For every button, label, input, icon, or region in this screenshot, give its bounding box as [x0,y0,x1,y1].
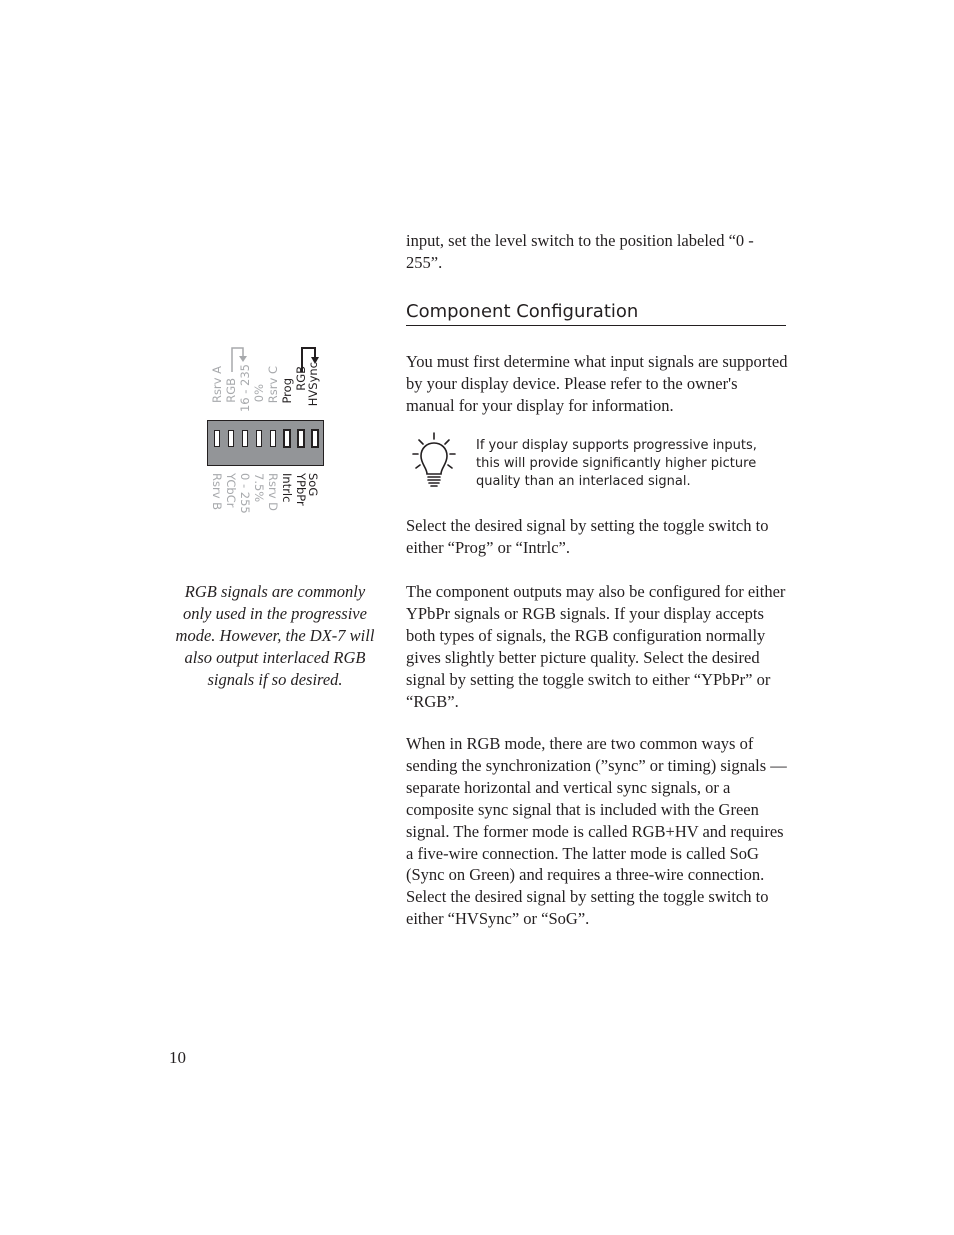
switch-label-rgb: RGB [294,366,308,391]
switch-label-hvsync: HVSync [306,362,320,407]
switch-label-prog: Prog [280,378,294,404]
page-number: 10 [169,1048,186,1067]
switch-label-0-255: 0 - 255 [238,473,252,514]
body-paragraph: You must first determine what input signals are supported by your display device. Please refer to the owner's manual for your display for information. [406,352,788,415]
switch-knob [256,430,262,447]
switch-knob-active [297,429,305,448]
switch-knob [228,430,234,447]
switch-label-rsrv-a: Rsrv A [210,366,224,404]
switch-label-rsrv-b: Rsrv B [210,473,224,511]
body-paragraph: The component outputs may also be configured for either YPbPr signals or RGB signals. If your display accepts both types of signals, the RGB configuration normally gives slightly better picture quality. Select the desired signal by setting the toggle switch to either “YPbPr” or “RGB”. [406,582,786,711]
switch-label-rsrv-d: Rsrv D [266,473,280,512]
tip-text: If your display supports progressive inputs, this will provide significantly higher picture quality than an interlaced signal. [476,438,757,489]
switch-label-7-5-percent: 7.5% [252,473,266,503]
section-title: Component Configuration [406,300,786,326]
switch-knob-active [311,429,319,448]
switch-knob [242,430,248,447]
switch-label-intrlc: Intrlc [280,473,294,503]
dip-switch-diagram [190,340,340,530]
switch-knob-active [283,429,291,448]
lightbulb-icon [409,432,457,488]
switch-label-rsrv-c: Rsrv C [266,366,280,404]
intro-paragraph: input, set the level switch to the position labeled “0 - 255”. [406,231,754,272]
switch-label-rgb-level: RGB [224,378,238,403]
side-note: RGB signals are commonly only used in the progressive mode. However, the DX-7 will also output interlaced RGB signals if so desired. [175,582,375,689]
switch-knob [214,430,220,447]
switch-label-sog: SoG [306,473,320,497]
switch-label-ypbpr: YPbPr [294,473,308,506]
switch-label-16-235: 16 - 235 [238,364,252,413]
switch-knob [270,430,276,447]
dip-switch-body [207,420,324,466]
switch-label-0-percent: 0% [252,384,266,403]
switch-label-ycbcr: YCbCr [224,473,238,508]
body-paragraph: Select the desired signal by setting the toggle switch to either “Prog” or “Intrlc”. [406,516,769,557]
body-paragraph: When in RGB mode, there are two common ways of sending the synchronization (”sync” or timing) signals — separate horizontal and vertical sync signals, or a composite sync signal that is included with the Green signal. The former mode is called RGB+HV and requires a five-wire connection. The latter mode is called SoG (Sync on Green) and requires a three-wire connection. Select the desired signal by setting the toggle switch to either “HVSync” or “SoG”. [406,734,787,929]
